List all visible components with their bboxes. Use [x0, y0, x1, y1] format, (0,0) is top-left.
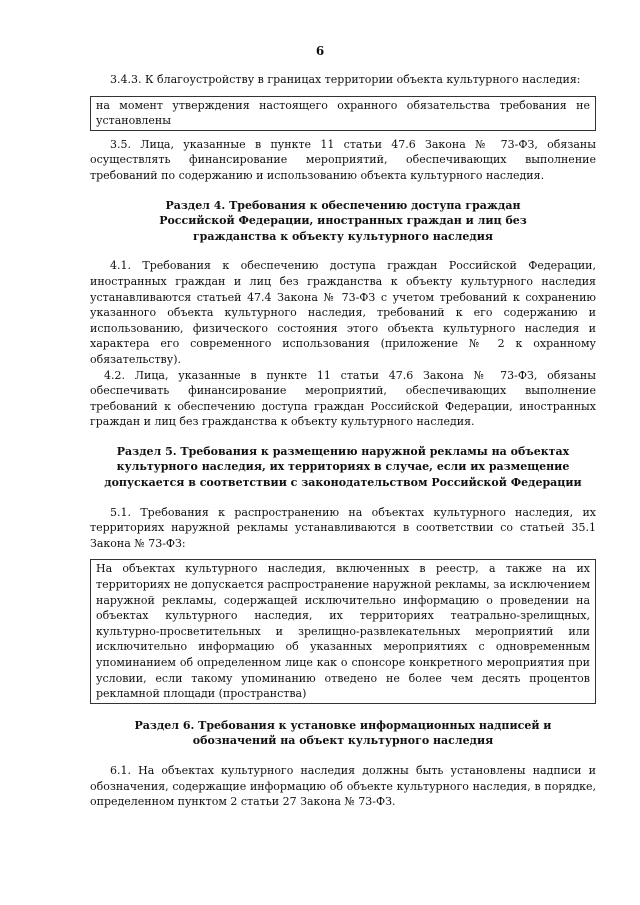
section-5-heading: Раздел 5. Требования к размещению наружной рекламы на объектах культурного наследия, их территориях в случае, если их размещение допускается в соответствии с законодательством Российской Федерации: [104, 444, 582, 490]
clause-4-2: 4.2. Лица, указанные в пункте 11 статьи 47.6 Закона № 73-ФЗ, обязаны обеспечивать финансирование мероприятий, обеспечивающих выполнение требований к обеспечению доступа граждан Российской Федерации, иностранных граждан и лиц без гражданства к объекту культурного наследия.: [90, 368, 596, 429]
document-body: [90, 72, 596, 810]
clause-5-1: 5.1. Требования к распространению на объектах культурного наследия, их территориях наружной рекламы устанавливаются в соответствии со статьей 35.1 Закона № 73-ФЗ:: [90, 505, 596, 550]
section-6-heading: Раздел 6. Требования к установке информационных надписей и обозначений на объект культурного наследия: [134, 718, 552, 748]
page-number: 6: [315, 44, 325, 58]
clause-4-1: 4.1. Требования к обеспечению доступа граждан Российской Федерации, иностранных граждан и лиц без гражданства к объекту культурного наследия устанавливаются статьей 47.4 Закона № 73-ФЗ с учетом требований к сохранению указанного объекта культурного наследия, требований к его содержанию и использованию, физического состояния этого объекта культурного наследия и характера его современного использования (приложение № 2 к охранному обязательству).: [90, 259, 596, 366]
clause-6-1: 6.1. На объектах культурного наследия должны быть установлены надписи и обозначения, содержащие информацию об объекте культурного наследия, в порядке, определенном пунктом 2 статьи 27 Закона № 73-ФЗ.: [90, 763, 596, 809]
clause-3-5: 3.5. Лица, указанные в пункте 11 статьи 47.6 Закона № 73-ФЗ, обязаны осуществлять финансирование мероприятий, обеспечивающих выполнение требований по содержанию и использованию объекта культурного наследия.: [90, 137, 596, 182]
clause-5-1-box: На объектах культурного наследия, включенных в реестр, а также на их территориях не допускается распространение наружной рекламы, за исключением наружной рекламы, содержащей исключительно информацию о проведении на объектах культурного наследия, их территориях театрально-зрелищных, культурно-просветительных и зрелищно-развлекательных мероприятий или исключительно информацию об указанных мероприятиях с одновременным упоминанием об определенном лице как о спонсоре конкретного мероприятия при условии, если такому упоминанию отведено не более чем десять процентов рекламной площади (пространства): [90, 559, 596, 703]
clause-3-4-3-box: на момент утверждения настоящего охранного обязательства требования не установлены: [90, 96, 596, 131]
section-4-heading: Раздел 4. Требования к обеспечению доступа граждан Российской Федерации, иностранных граждан и лиц без гражданства к объекту культурного наследия: [159, 198, 527, 243]
clause-3-4-3: 3.4.3. К благоустройству в границах территории объекта культурного наследия:: [110, 73, 581, 86]
